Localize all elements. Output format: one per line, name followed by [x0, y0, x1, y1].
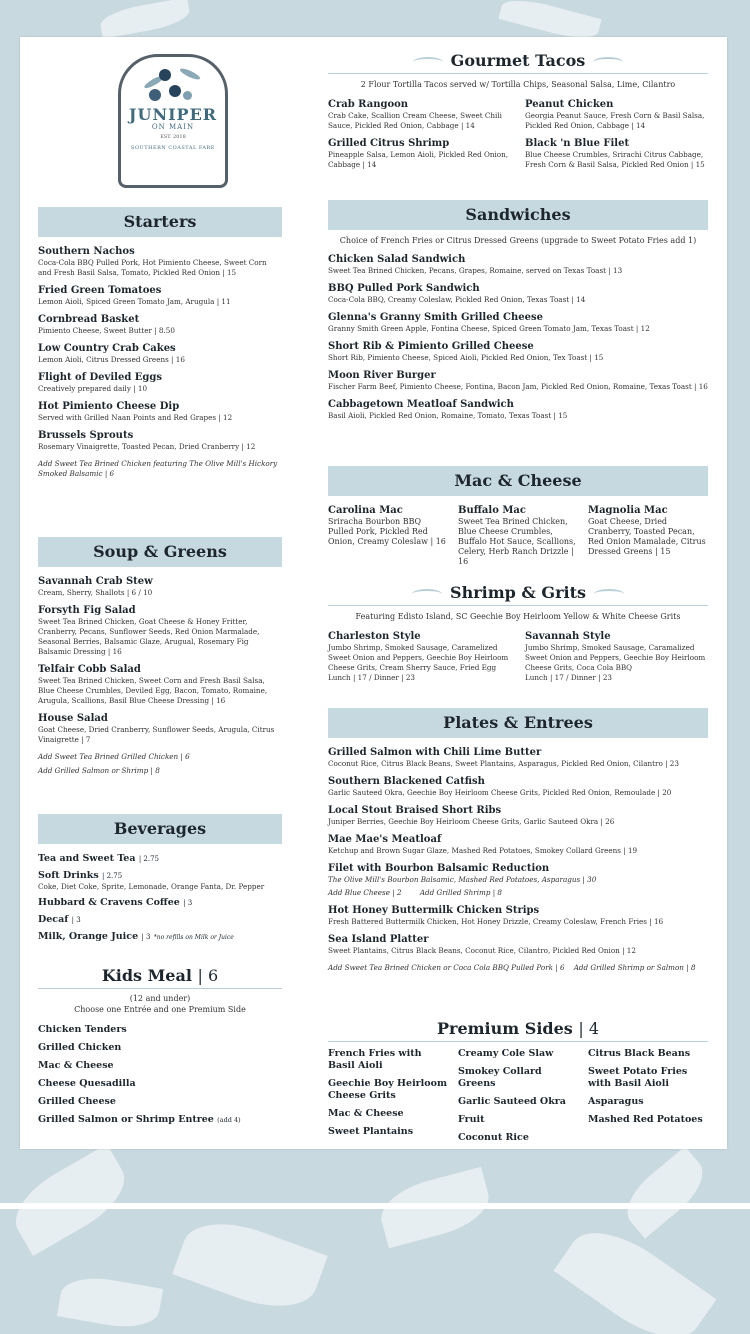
menu-item: Flight of Deviled Eggs Creatively prepared daily | 10	[38, 372, 163, 393]
logo-tagline: SOUTHERN COASTAL FARE	[131, 145, 215, 151]
menu-item: Charleston Style Jumbo Shrimp, Smoked Sausage, Caramelized Sweet Onion and Peppers, Geechie Boy Heirloom Cheese Grits, Cream Sherry Sauce, Fried Egg Lunch | 17 / Dinner | 23	[328, 631, 509, 682]
menu-item: Southern Nachos Coca-Cola BBQ Pulled Pork, Hot Pimiento Cheese, Sweet Corn and Fresh Basil Salsa, Tomato, Pickled Red Onion | 15	[38, 246, 267, 277]
menu-item: Savannah Style Jumbo Shrimp, Smoked Sausage, Caramalized Sweet Onion and Peppers, Geechie Boy Heirloom Cheese Grits, Coca Cola BBQ Lunch | 17 / Dinner | 23	[525, 631, 706, 682]
sides-section	[328, 1019, 708, 1150]
background-leaf	[3, 1144, 137, 1256]
beverage-desc: Coke, Diet Coke, Sprite, Lemonade, Orange Fanta, Dr. Pepper	[38, 882, 265, 891]
side-item: French Fries with Basil Aioli	[328, 1048, 422, 1071]
kids-item: Mac & Cheese	[38, 1060, 114, 1071]
menu-item: Grilled Salmon with Chili Lime Butter Coconut Rice, Citrus Black Beans, Sweet Plantains, Asparagus, Pickled Red Onion, Cilantro | 23	[328, 747, 679, 768]
beverages-heading: Beverages	[38, 814, 282, 844]
menu-item: BBQ Pulled Pork Sandwich Coca-Cola BBQ, Creamy Coleslaw, Pickled Red Onion, Texas Toast | 14	[328, 283, 586, 304]
filet-note: Add Blue Cheese | 2 Add Grilled Shrimp | 8	[328, 888, 503, 897]
menu-item: Short Rib & Pimiento Grilled Cheese Short Rib, Pimiento Cheese, Spiced Aioli, Pickled Red Onion, Tex Toast | 15	[328, 341, 604, 362]
beverage-item: Decaf | 3	[38, 914, 81, 925]
beverage-item: Tea and Sweet Tea | 2.75	[38, 853, 159, 864]
menu-item: Chicken Salad Sandwich Sweet Tea Brined Chicken, Pecans, Grapes, Romaine, served on Texas Toast | 13	[328, 254, 623, 275]
leaf-icon	[594, 589, 624, 599]
kids-section	[38, 966, 282, 1132]
side-item: Mashed Red Potatoes	[588, 1114, 703, 1125]
beverages-section	[38, 814, 282, 944]
kids-heading: Kids Meal | 6	[101, 966, 219, 985]
menu-item: Mae Mae's Meatloaf Ketchup and Brown Sugar Glaze, Mashed Red Potatoes, Smokey Collard Greens | 19	[328, 834, 638, 855]
plates-heading: Plates & Entrees	[328, 708, 708, 738]
leaf-icon	[412, 589, 442, 599]
restaurant-logo	[118, 54, 228, 188]
sandwiches-subtitle: Choice of French Fries or Citrus Dressed Greens (upgrade to Sweet Potato Fries add 1)	[339, 236, 697, 245]
soup-section	[38, 537, 282, 780]
menu-item: Telfair Cobb Salad Sweet Tea Brined Chicken, Sweet Corn and Fresh Basil Salsa, Blue Cheese Crumbles, Deviled Egg, Bacon, Tomato, Romaine, Arugula, Scallions, Basil Blue Cheese Dressing | 16	[38, 664, 268, 705]
menu-item: Crab Rangoon Crab Cake, Scallion Cream Cheese, Sweet Chili Sauce, Pickled Red Onion, Cabbage | 14	[328, 99, 502, 130]
side-item: Asparagus	[588, 1096, 644, 1107]
kids-item: Cheese Quesadilla	[38, 1078, 136, 1089]
side-item: Garlic Sauteed Okra	[458, 1096, 566, 1107]
background-leaf	[553, 1213, 716, 1334]
menu-item: Fried Green Tomatoes Lemon Aioli, Spiced Green Tomato Jam, Arugula | 11	[38, 285, 231, 306]
leaf-icon	[593, 57, 623, 67]
side-item: Fruit	[458, 1114, 485, 1125]
beverage-item: Milk, Orange Juice | 3 *no refills on Milk or Juice	[38, 931, 234, 942]
menu-item: Grilled Citrus Shrimp Pineapple Salsa, Lemon Aioli, Pickled Red Onion, Cabbage | 14	[328, 138, 509, 169]
menu-item: Magnolia Mac Goat Cheese, Dried Cranberry, Toasted Pecan, Red Onion Mamalade, Citrus Dressed Greens | 15	[588, 505, 706, 556]
side-item: Coconut Rice	[458, 1132, 529, 1143]
kids-item: Grilled Cheese	[38, 1096, 116, 1107]
background-leaf	[98, 0, 191, 39]
kids-item: Grilled Chicken	[38, 1042, 122, 1053]
kids-item: Chicken Tenders	[38, 1024, 127, 1035]
plates-section	[328, 708, 708, 977]
mac-heading: Mac & Cheese	[328, 466, 708, 496]
side-item: Sweet Potato Fries with Basil Aioli	[588, 1066, 688, 1089]
starters-note: Add Sweet Tea Brined Chicken featuring The Olive Mill's Hickory Smoked Balsamic | 6	[38, 459, 278, 478]
sandwiches-section	[328, 200, 708, 428]
menu-item: Forsyth Fig Salad Sweet Tea Brined Chicken, Goat Cheese & Honey Fritter, Cranberry, Pecans, Sunflower Seeds, Red Onion Marmalade, Seasonal Berries, Balsamic Glaze, Arugual, Rosemary Fig Balsamic Dressing | 16	[38, 605, 260, 656]
soup-note: Add Grilled Salmon or Shrimp | 8	[38, 766, 160, 775]
plates-note: Add Sweet Tea Brined Chicken or Coca Cola BBQ Pulled Pork | 6 Add Grilled Shrimp or Salmon | 8	[328, 963, 696, 972]
menu-item: House Salad Goat Cheese, Dried Cranberry, Sunflower Seeds, Arugula, Citrus Vinaigrette | 7	[38, 713, 275, 744]
kids-age: (12 and under)	[129, 994, 191, 1003]
menu-item: Hot Honey Buttermilk Chicken Strips Fresh Battered Buttermilk Chicken, Hot Honey Drizzle, Creamy Coleslaw, French Fries | 16	[328, 905, 664, 926]
side-item: Mac & Cheese	[328, 1108, 404, 1119]
logo-subtitle: ON MAIN	[151, 123, 195, 131]
background-leaf	[57, 1272, 163, 1334]
menu-item: Savannah Crab Stew Cream, Sherry, Shallots | 6 / 10	[38, 576, 153, 597]
logo-established: EST. 2018	[160, 134, 186, 140]
menu-item: Cornbread Basket Pimiento Cheese, Sweet Butter | 8.50	[38, 314, 175, 335]
menu-item: Hot Pimiento Cheese Dip Served with Grilled Naan Points and Red Grapes | 12	[38, 401, 233, 422]
menu-item: Glenna's Granny Smith Grilled Cheese Granny Smith Green Apple, Fontina Cheese, Spiced Green Tomato Jam, Texas Toast | 12	[328, 312, 650, 333]
menu-item: Low Country Crab Cakes Lemon Aioli, Citrus Dressed Greens | 16	[38, 343, 185, 364]
grits-subtitle: Featuring Edisto Island, SC Geechie Boy Heirloom Yellow & White Cheese Grits	[355, 612, 681, 621]
side-item: Sweet Plantains	[328, 1126, 414, 1137]
menu-item: Filet with Bourbon Balsamic Reduction The Olive Mill's Bourbon Balsamic, Mashed Red Potatoes, Asparagus | 30	[328, 863, 597, 884]
menu-page	[20, 37, 727, 1149]
menu-item: Black 'n Blue Filet Blue Cheese Crumbles, Srirachi Citrus Cabbage, Fresh Corn & Basil Salsa, Pickled Red Onion | 15	[525, 138, 705, 169]
side-item: Smokey Collard Greens	[458, 1066, 542, 1089]
beverage-item: Hubbard & Cravens Coffee | 3	[38, 897, 193, 908]
background-leaf	[616, 1146, 714, 1238]
starters-section	[38, 207, 282, 483]
kids-item: Grilled Salmon or Shrimp Entree (add 4)	[38, 1114, 241, 1125]
beverage-item: Soft Drinks | 2.75	[38, 870, 123, 881]
menu-item: Moon River Burger Fischer Farm Beef, Pimiento Cheese, Fontina, Bacon Jam, Pickled Red Onion, Romaine, Texas Toast | 16	[328, 370, 708, 391]
menu-item: Carolina Mac Sriracha Bourbon BBQ Pulled Pork, Pickled Red Onion, Creamy Coleslaw | 16	[328, 505, 446, 546]
menu-item: Local Stout Braised Short Ribs Juniper Berries, Geechie Boy Heirloom Cheese Grits, Garlic Sauteed Okra | 26	[328, 805, 615, 826]
side-item: Citrus Black Beans	[588, 1048, 691, 1059]
grits-heading: Shrimp & Grits	[328, 583, 708, 602]
soup-note: Add Sweet Tea Brined Grilled Chicken | 6	[38, 752, 190, 761]
tacos-section	[328, 51, 708, 177]
leaf-icon	[413, 57, 443, 67]
sides-heading: Premium Sides | 4	[436, 1019, 600, 1038]
grits-section	[328, 583, 708, 690]
menu-item: Sea Island Platter Sweet Plantains, Citrus Black Beans, Coconut Rice, Cilantro, Pickled Red Onion | 12	[328, 934, 636, 955]
starters-heading: Starters	[38, 207, 282, 237]
side-item: Creamy Cole Slaw	[458, 1048, 554, 1059]
menu-item: Brussels Sprouts Rosemary Vinaigrette, Toasted Pecan, Dried Cranberry | 12	[38, 430, 256, 451]
menu-item: Cabbagetown Meatloaf Sandwich Basil Aioli, Pickled Red Onion, Romaine, Tomato, Texas Toast | 15	[328, 399, 568, 420]
background-leaf	[172, 1208, 327, 1322]
logo-name: JUNIPER	[128, 105, 218, 124]
menu-item: Buffalo Mac Sweet Tea Brined Chicken, Blue Cheese Crumbles, Buffalo Hot Sauce, Scallions, Celery, Herb Ranch Drizzle | 16	[458, 505, 576, 566]
side-item: Geechie Boy Heirloom Cheese Grits	[328, 1078, 448, 1101]
tacos-subtitle: 2 Flour Tortilla Tacos served w/ Tortilla Chips, Seasonal Salsa, Lime, Cilantro	[360, 80, 676, 89]
sandwiches-heading: Sandwiches	[328, 200, 708, 230]
tacos-heading: Gourmet Tacos	[328, 51, 708, 70]
kids-subtitle: Choose one Entrée and one Premium Side	[74, 1005, 246, 1014]
soup-heading: Soup & Greens	[38, 537, 282, 567]
mac-section	[328, 466, 708, 574]
menu-item: Southern Blackened Catfish Garlic Sauteed Okra, Geechie Boy Heirloom Cheese Grits, Pickled Red Onion, Remoulade | 20	[328, 776, 672, 797]
page-divider	[0, 1203, 750, 1209]
menu-item: Peanut Chicken Georgia Peanut Sauce, Fresh Corn & Basil Salsa, Pickled Red Onion, Cabbage | 14	[525, 99, 705, 130]
